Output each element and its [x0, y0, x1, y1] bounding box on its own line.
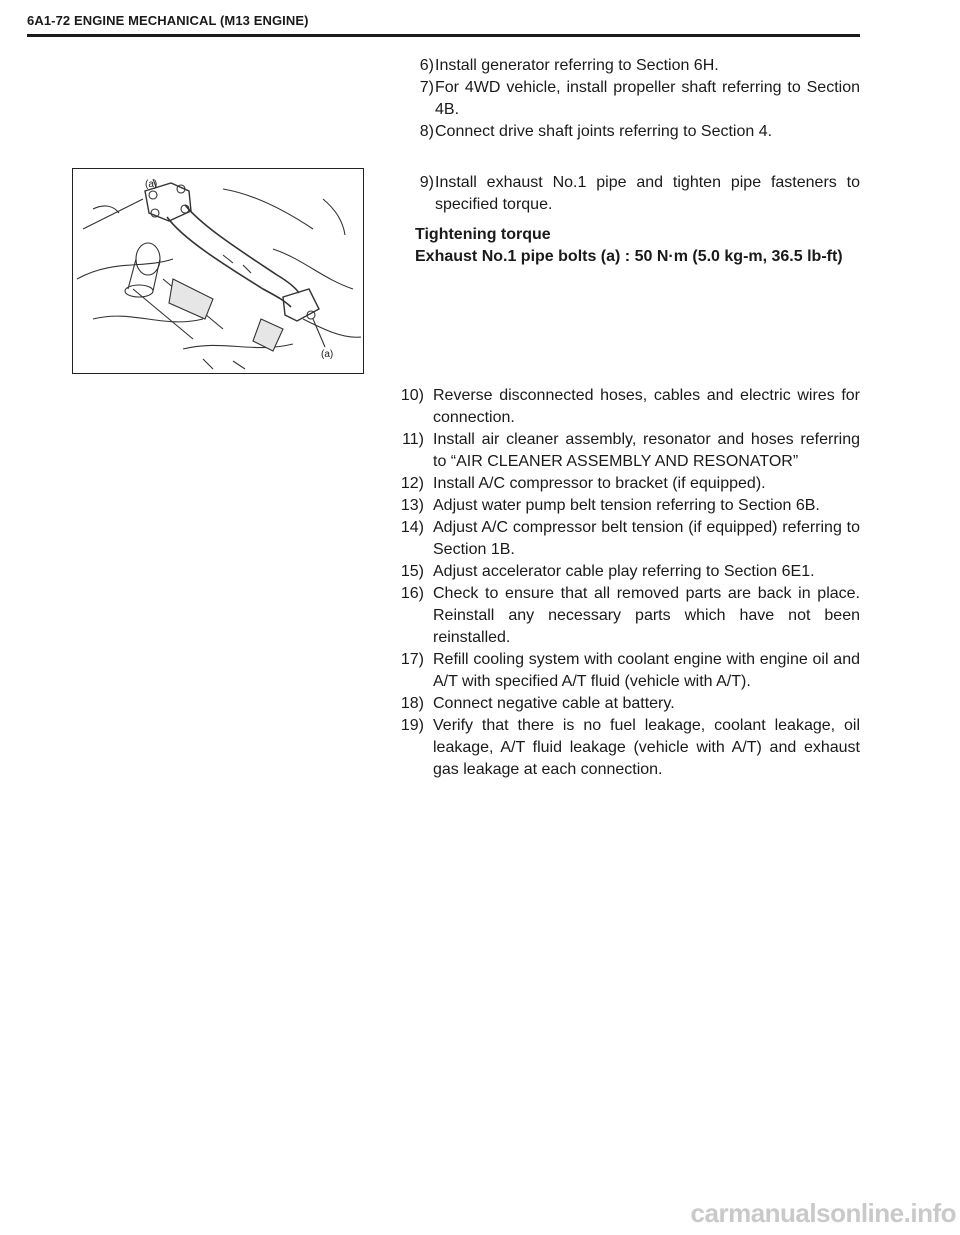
list-item: [390, 121, 860, 143]
list-item: [390, 693, 860, 715]
step-text: Install generator referring to Section 6H.: [435, 57, 719, 74]
step-number: 8): [419, 123, 434, 140]
list-item: [390, 517, 860, 561]
list-item: [390, 55, 860, 77]
list-item: [390, 715, 860, 781]
step-text: Connect negative cable at battery.: [433, 695, 675, 712]
callout-a-bottom: (a): [321, 349, 334, 360]
step-number: 14): [400, 519, 424, 536]
step-text: Refill cooling system with coolant engine with engine oil and A/T with specified A/T fluid (vehicle with A/T).: [433, 651, 860, 690]
torque-spec: Exhaust No.1 pipe bolts (a) : 50 N·m (5.0 kg-m, 36.5 lb-ft): [415, 248, 843, 265]
list-item: [390, 429, 860, 473]
step-text: Install air cleaner assembly, resonator and hoses referring to “AIR CLEANER ASSEMBLY AND RESONATOR”: [433, 431, 860, 470]
step-number: 12): [400, 475, 424, 492]
step-text: Install A/C compressor to bracket (if equipped).: [433, 475, 766, 492]
list-item: [390, 172, 860, 216]
step-number: 17): [400, 651, 424, 668]
page-header: [27, 10, 860, 37]
step-text: For 4WD vehicle, install propeller shaft referring to Section 4B.: [435, 79, 860, 118]
step-number: 9): [419, 174, 434, 191]
step-number: 18): [400, 695, 424, 712]
page-title: 6A1-72 ENGINE MECHANICAL (M13 ENGINE): [27, 13, 309, 28]
step-text: Verify that there is no fuel leakage, coolant leakage, oil leakage, A/T fluid leakage (vehicle with A/T) and exhaust gas leakage at each connection.: [433, 717, 860, 778]
torque-heading: Tightening torque: [415, 226, 551, 243]
exhaust-pipe-illustration: [72, 168, 364, 374]
site-watermark: carmanualsonline.info: [690, 1198, 956, 1228]
step-text: Connect drive shaft joints referring to Section 4.: [435, 123, 773, 140]
step-text: Reverse disconnected hoses, cables and electric wires for connection.: [433, 387, 860, 426]
step-text: Adjust water pump belt tension referring to Section 6B.: [433, 497, 820, 514]
step-number: 16): [400, 585, 424, 602]
list-item: [390, 583, 860, 649]
callout-a-top: (a): [145, 179, 158, 190]
step-number: 15): [400, 563, 424, 580]
list-item: [390, 385, 860, 429]
exhaust-pipe-drawing: [73, 169, 363, 373]
list-item: [390, 495, 860, 517]
step-text: Adjust accelerator cable play referring to Section 6E1.: [433, 563, 815, 580]
step-text: Check to ensure that all removed parts are back in place. Reinstall any necessary parts which have not been reinstalled.: [433, 585, 860, 646]
step-number: 13): [400, 497, 424, 514]
step-text: Install exhaust No.1 pipe and tighten pipe fasteners to specified torque.: [435, 174, 860, 213]
list-item: [390, 77, 860, 121]
step-text: Adjust A/C compressor belt tension (if equipped) referring to Section 1B.: [433, 519, 860, 558]
list-item: [390, 649, 860, 693]
step-number: 11): [402, 431, 424, 448]
step-number: 19): [400, 717, 424, 734]
list-item: [390, 473, 860, 495]
step-number: 10): [400, 387, 424, 404]
step-number: 6): [419, 57, 434, 74]
step-number: 7): [419, 79, 434, 96]
list-item: [390, 561, 860, 583]
